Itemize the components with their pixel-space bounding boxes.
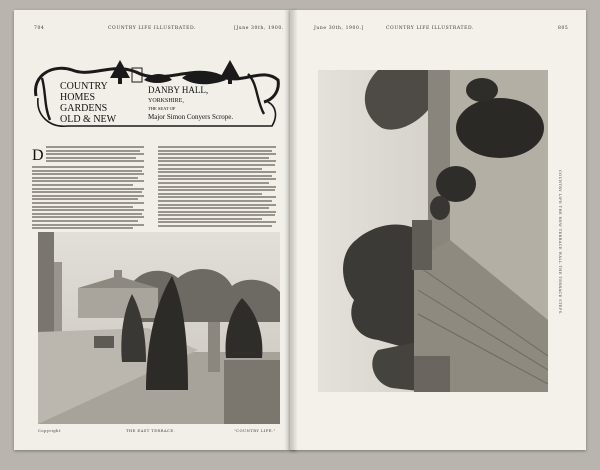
text-line xyxy=(158,146,276,148)
owner-name: Major Simon Conyers Scrope. xyxy=(148,113,234,121)
text-line xyxy=(158,175,272,177)
text-line xyxy=(158,225,272,227)
right-page xyxy=(290,10,586,450)
text-line xyxy=(46,146,144,148)
terrace-wall-photo xyxy=(318,70,548,392)
binding-gutter xyxy=(284,10,298,450)
text-line xyxy=(158,218,262,220)
text-line xyxy=(32,227,133,229)
banner-title-line-2: HOMES xyxy=(60,92,96,103)
east-terrace-photo xyxy=(38,232,280,424)
text-line xyxy=(32,184,133,186)
text-line xyxy=(32,224,144,226)
text-line xyxy=(32,173,144,175)
text-line xyxy=(158,182,269,184)
article-column-2 xyxy=(158,146,276,230)
banner-title-line-3: GARDENS xyxy=(60,103,108,114)
text-line xyxy=(32,166,144,168)
photo-credit-left: Copyright xyxy=(38,428,61,433)
text-line xyxy=(32,206,133,208)
text-line xyxy=(158,171,276,173)
text-line xyxy=(158,193,262,195)
text-line xyxy=(46,157,136,159)
right-page-date: June 30th, 1900.] xyxy=(314,26,364,31)
text-line xyxy=(158,153,276,155)
text-line xyxy=(158,214,275,216)
text-line xyxy=(32,220,138,222)
text-line xyxy=(32,209,144,211)
banner-title-line-4: OLD & NEW xyxy=(60,114,117,125)
text-line xyxy=(46,153,144,155)
text-line xyxy=(32,195,144,197)
text-line xyxy=(158,186,276,188)
text-line xyxy=(158,160,276,162)
right-running-head: COUNTRY LIFE ILLUSTRATED. xyxy=(386,26,475,31)
text-line xyxy=(158,204,276,206)
text-line xyxy=(158,221,276,223)
house-name: DANBY HALL, xyxy=(148,85,209,95)
text-line xyxy=(158,211,276,213)
text-line xyxy=(158,168,262,170)
text-line xyxy=(32,170,142,172)
seat-of-line: THE SEAT OF xyxy=(148,106,176,111)
magazine-spread xyxy=(14,10,586,450)
text-line xyxy=(32,191,142,193)
text-line xyxy=(32,216,144,218)
text-line xyxy=(46,150,140,152)
text-line xyxy=(158,150,272,152)
text-line xyxy=(32,180,144,182)
photo-caption: THE EAST TERRACE. xyxy=(126,428,176,433)
text-line xyxy=(158,196,276,198)
article-banner xyxy=(32,56,282,132)
text-line xyxy=(158,189,275,191)
text-line xyxy=(32,177,138,179)
county-name: YORKSHIRE, xyxy=(148,98,184,104)
photo-credit-right: "COUNTRY LIFE." xyxy=(234,428,276,433)
text-line xyxy=(158,157,269,159)
drop-cap: D xyxy=(32,147,44,164)
text-line xyxy=(158,178,276,180)
rotated-caption: COUNTRY LIFE THE NEW TERRACE WALL THE TERRACE STEPS. xyxy=(558,170,562,315)
text-line xyxy=(32,213,142,215)
text-line xyxy=(46,160,144,162)
text-line xyxy=(158,207,269,209)
text-line xyxy=(32,202,144,204)
right-page-number: 805 xyxy=(558,26,569,31)
left-running-head: COUNTRY LIFE ILLUSTRATED. xyxy=(108,26,197,31)
text-line xyxy=(158,200,272,202)
text-line xyxy=(158,164,275,166)
left-page-number: 704 xyxy=(34,26,45,31)
article-column-1-lower xyxy=(32,166,144,230)
text-line xyxy=(32,188,144,190)
left-page xyxy=(14,10,296,450)
left-page-date: [June 30th, 1900. xyxy=(234,26,284,31)
banner-title-line-1: COUNTRY xyxy=(60,81,108,92)
text-line xyxy=(32,198,138,200)
